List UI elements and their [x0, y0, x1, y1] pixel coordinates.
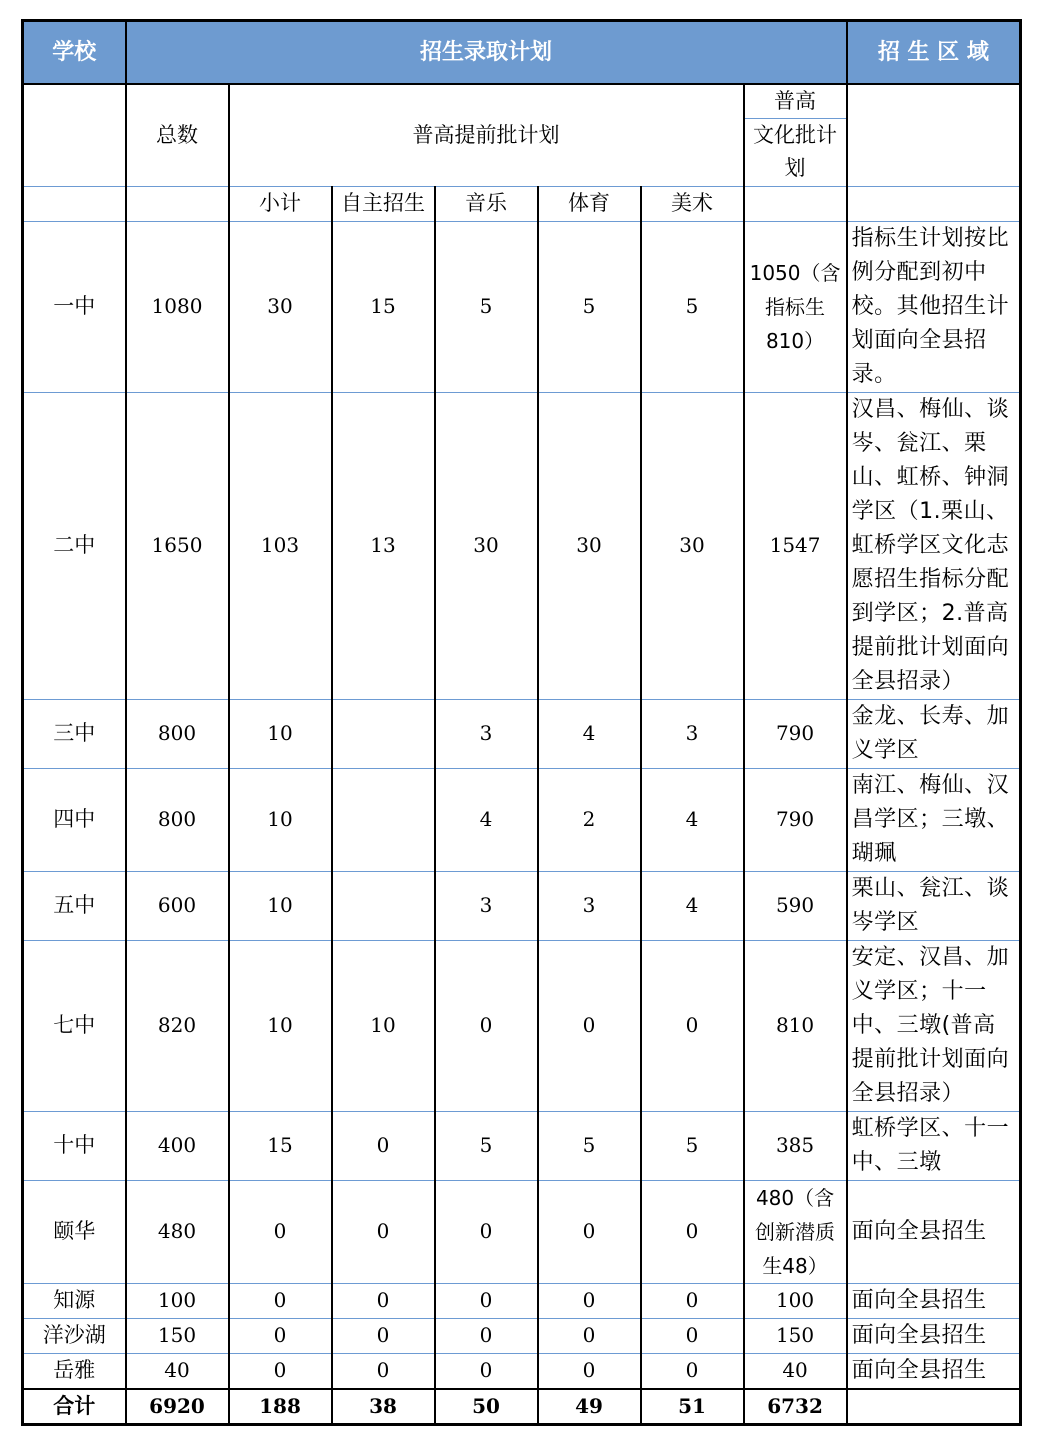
sports-value: 0: [538, 1180, 641, 1283]
culture-value: 810: [744, 940, 847, 1111]
total-label: 合计: [23, 1389, 126, 1425]
table-row: [23, 1180, 1021, 1283]
music-value: 0: [435, 940, 538, 1111]
culture-value: 790: [744, 699, 847, 768]
school-name: 知源: [23, 1283, 126, 1318]
sports-value: 2: [538, 768, 641, 871]
culture-value: 1050（含指标生810）: [744, 221, 847, 392]
subheader-art: 美术: [641, 186, 744, 221]
school-name: 十中: [23, 1111, 126, 1180]
culture-value: 1547: [744, 392, 847, 699]
subtotal-sum: 188: [229, 1389, 332, 1425]
music-value: 4: [435, 768, 538, 871]
independent-value: 0: [332, 1111, 435, 1180]
school-name: 三中: [23, 699, 126, 768]
table-row: [23, 1318, 1021, 1353]
subtotal-value: 0: [229, 1283, 332, 1318]
total-value: 40: [126, 1353, 229, 1389]
total-value: 1080: [126, 221, 229, 392]
table-row: [23, 1353, 1021, 1389]
table-row: [23, 1283, 1021, 1318]
cell-blank: [744, 186, 847, 221]
school-name: 一中: [23, 221, 126, 392]
independent-sum: 38: [332, 1389, 435, 1425]
region-text: 面向全县招生: [847, 1180, 1021, 1283]
total-value: 400: [126, 1111, 229, 1180]
school-name: 二中: [23, 392, 126, 699]
table-row: [23, 871, 1021, 940]
total-value: 1650: [126, 392, 229, 699]
cell-blank: [847, 1389, 1021, 1425]
region-text: 面向全县招生: [847, 1353, 1021, 1389]
subheader-blank: [23, 84, 126, 187]
sports-value: 0: [538, 1283, 641, 1318]
art-value: 0: [641, 1180, 744, 1283]
table-row: [23, 221, 1021, 392]
table-row: [23, 392, 1021, 699]
region-text: 虹桥学区、十一中、三墩: [847, 1111, 1021, 1180]
music-sum: 50: [435, 1389, 538, 1425]
art-value: 0: [641, 1318, 744, 1353]
music-value: 3: [435, 871, 538, 940]
total-value: 600: [126, 871, 229, 940]
art-value: 30: [641, 392, 744, 699]
cell-blank: [126, 186, 229, 221]
region-text: 金龙、长寿、加义学区: [847, 699, 1021, 768]
art-sum: 51: [641, 1389, 744, 1425]
table-row: [23, 940, 1021, 1111]
school-name: 七中: [23, 940, 126, 1111]
subtotal-value: 30: [229, 221, 332, 392]
sports-value: 3: [538, 871, 641, 940]
region-text: 栗山、瓮江、谈岑学区: [847, 871, 1021, 940]
header-plan: 招生录取计划: [126, 21, 847, 84]
music-value: 5: [435, 1111, 538, 1180]
total-sum: 6920: [126, 1389, 229, 1425]
subtotal-value: 103: [229, 392, 332, 699]
subheader-sports: 体育: [538, 186, 641, 221]
subtotal-value: 15: [229, 1111, 332, 1180]
music-value: 0: [435, 1180, 538, 1283]
region-text: 指标生计划按比例分配到初中校。其他招生计划面向全县招录。: [847, 221, 1021, 392]
art-value: 0: [641, 1283, 744, 1318]
independent-value: 13: [332, 392, 435, 699]
subheader-total: 总数: [126, 84, 229, 187]
culture-value: 790: [744, 768, 847, 871]
table-row: [23, 1111, 1021, 1180]
header-row: [23, 21, 1021, 84]
music-value: 0: [435, 1318, 538, 1353]
art-value: 5: [641, 221, 744, 392]
total-value: 800: [126, 768, 229, 871]
cell-blank: [23, 186, 126, 221]
school-name: 洋沙湖: [23, 1318, 126, 1353]
music-value: 0: [435, 1283, 538, 1318]
sports-value: 5: [538, 221, 641, 392]
region-text: 汉昌、梅仙、谈岑、瓮江、栗山、虹桥、钟洞学区（1.栗山、虹桥学区文化志愿招生指标分配到学区；2.普高提前批计划面向全县招录）: [847, 392, 1021, 699]
header-region: 招 生 区 域: [847, 21, 1021, 84]
art-value: 0: [641, 940, 744, 1111]
music-value: 0: [435, 1353, 538, 1389]
table-row: [23, 699, 1021, 768]
culture-value: 100: [744, 1283, 847, 1318]
total-value: 820: [126, 940, 229, 1111]
independent-value: 0: [332, 1318, 435, 1353]
independent-value: [332, 768, 435, 871]
subtotal-value: 10: [229, 768, 332, 871]
total-value: 480: [126, 1180, 229, 1283]
subheader-independent: 自主招生: [332, 186, 435, 221]
total-row: [23, 1389, 1021, 1425]
subtotal-value: 10: [229, 871, 332, 940]
culture-value: 590: [744, 871, 847, 940]
independent-value: 10: [332, 940, 435, 1111]
art-value: 0: [641, 1353, 744, 1389]
sports-value: 0: [538, 1318, 641, 1353]
music-value: 30: [435, 392, 538, 699]
school-name: 颐华: [23, 1180, 126, 1283]
school-name: 四中: [23, 768, 126, 871]
music-value: 5: [435, 221, 538, 392]
culture-sum: 6732: [744, 1389, 847, 1425]
region-text: 安定、汉昌、加义学区；十一中、三墩(普高提前批计划面向全县招录）: [847, 940, 1021, 1111]
art-value: 5: [641, 1111, 744, 1180]
subheader-music: 音乐: [435, 186, 538, 221]
sports-value: 0: [538, 1353, 641, 1389]
independent-value: [332, 699, 435, 768]
total-value: 100: [126, 1283, 229, 1318]
art-value: 4: [641, 871, 744, 940]
culture-value: 40: [744, 1353, 847, 1389]
total-value: 800: [126, 699, 229, 768]
subtotal-value: 0: [229, 1180, 332, 1283]
culture-value: 480（含创新潜质生48）: [744, 1180, 847, 1283]
independent-value: 0: [332, 1180, 435, 1283]
subheader-culture-line1: 普高: [744, 84, 847, 119]
school-name: 五中: [23, 871, 126, 940]
independent-value: 0: [332, 1283, 435, 1318]
cell-blank: [847, 186, 1021, 221]
sports-value: 0: [538, 940, 641, 1111]
culture-value: 150: [744, 1318, 847, 1353]
sports-value: 4: [538, 699, 641, 768]
independent-value: [332, 871, 435, 940]
enrollment-plan-table: [21, 19, 1022, 1426]
school-name: 岳雅: [23, 1353, 126, 1389]
subheader-early-batch: 普高提前批计划: [229, 84, 744, 187]
header-school: 学校: [23, 21, 126, 84]
subheader-region-blank: [847, 84, 1021, 187]
independent-value: 0: [332, 1353, 435, 1389]
region-text: 面向全县招生: [847, 1318, 1021, 1353]
sports-sum: 49: [538, 1389, 641, 1425]
subtotal-value: 10: [229, 699, 332, 768]
subtotal-value: 0: [229, 1318, 332, 1353]
subheader-subtotal: 小计: [229, 186, 332, 221]
sports-value: 5: [538, 1111, 641, 1180]
subheader-culture-line2: 文化批计划: [744, 118, 847, 186]
independent-value: 15: [332, 221, 435, 392]
culture-value: 385: [744, 1111, 847, 1180]
art-value: 3: [641, 699, 744, 768]
subtotal-value: 0: [229, 1353, 332, 1389]
region-text: 面向全县招生: [847, 1283, 1021, 1318]
subheader-row-3: [23, 186, 1021, 221]
table-row: [23, 768, 1021, 871]
total-value: 150: [126, 1318, 229, 1353]
music-value: 3: [435, 699, 538, 768]
sports-value: 30: [538, 392, 641, 699]
subheader-row-1: [23, 84, 1021, 119]
subtotal-value: 10: [229, 940, 332, 1111]
region-text: 南江、梅仙、汉昌学区；三墩、瑚珮: [847, 768, 1021, 871]
art-value: 4: [641, 768, 744, 871]
